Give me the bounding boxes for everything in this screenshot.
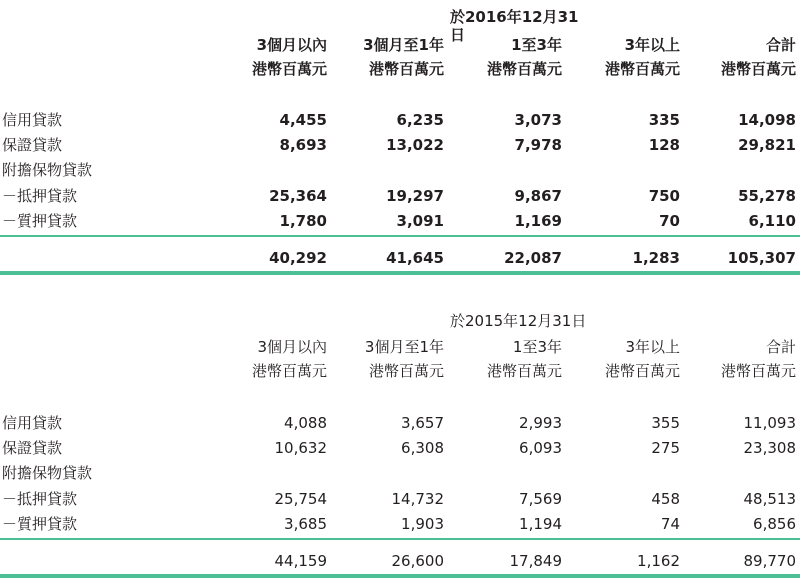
col-header-2: 3個月至1年 港幣百萬元 — [363, 36, 444, 78]
table-row — [0, 108, 800, 132]
cell: 25,754 — [274, 490, 327, 508]
period-heading: 於2015年12月31日 — [450, 312, 587, 330]
cell: 1,194 — [519, 515, 562, 533]
col-header-4: 3年以上 港幣百萬元 — [604, 338, 680, 380]
cell: 6,308 — [401, 439, 444, 457]
cell: 13,022 — [386, 136, 444, 154]
cell: 3,657 — [401, 414, 444, 432]
col-header-1: 3個月以內 港幣百萬元 — [251, 338, 327, 380]
col-header-5: 合計 港幣百萬元 — [720, 36, 796, 78]
row-label: 保證貸款 — [2, 136, 63, 154]
period-heading: 於2016年12月31日 — [450, 8, 579, 44]
cell: 7,569 — [519, 490, 562, 508]
total-cell: 1,162 — [637, 552, 680, 570]
table-row — [0, 461, 800, 485]
total-cell: 17,849 — [509, 552, 562, 570]
row-label: 附擔保物貸款 — [2, 161, 93, 179]
cell: 458 — [651, 490, 680, 508]
cell: 48,513 — [743, 490, 796, 508]
row-label: 保證貸款 — [2, 439, 63, 457]
cell: 3,685 — [284, 515, 327, 533]
cell: 2,993 — [519, 414, 562, 432]
row-label: 信用貸款 — [2, 111, 63, 129]
table-row — [0, 487, 800, 511]
cell: 70 — [659, 212, 680, 230]
cell: 74 — [660, 515, 680, 533]
cell: 23,308 — [743, 439, 796, 457]
table-row — [0, 436, 800, 460]
total-cell: 40,292 — [269, 249, 327, 267]
cell: 4,455 — [279, 111, 327, 129]
table-row — [0, 512, 800, 536]
row-label: 信用貸款 — [2, 414, 63, 432]
table-row — [0, 158, 800, 182]
cell: 9,867 — [514, 187, 562, 205]
cell: 6,093 — [519, 439, 562, 457]
total-cell: 26,600 — [391, 552, 444, 570]
cell: 1,903 — [401, 515, 444, 533]
row-label: －質押貸款 — [2, 515, 78, 533]
table-row — [0, 411, 800, 435]
divider-rule — [0, 235, 800, 237]
total-cell: 89,770 — [743, 552, 796, 570]
cell: 335 — [648, 111, 680, 129]
cell: 14,098 — [738, 111, 796, 129]
cell: 3,091 — [396, 212, 444, 230]
cell: 10,632 — [274, 439, 327, 457]
cell: 7,978 — [514, 136, 562, 154]
total-cell: 1,283 — [632, 249, 680, 267]
total-cell: 44,159 — [274, 552, 327, 570]
cell: 3,073 — [514, 111, 562, 129]
cell: 275 — [651, 439, 680, 457]
row-label: －抵押貸款 — [2, 490, 78, 508]
table-row — [0, 209, 800, 233]
divider-rule — [0, 538, 800, 540]
total-cell: 105,307 — [727, 249, 796, 267]
cell: 6,856 — [753, 515, 796, 533]
col-header-4: 3年以上 港幣百萬元 — [604, 36, 680, 78]
cell: 25,364 — [269, 187, 327, 205]
cell: 6,110 — [748, 212, 796, 230]
row-label: －質押貸款 — [2, 212, 78, 230]
total-row — [0, 549, 800, 573]
col-header-1: 3個月以內 港幣百萬元 — [251, 36, 327, 78]
col-header-3: 1至3年 港幣百萬元 — [486, 36, 562, 78]
col-header-5: 合計 港幣百萬元 — [720, 338, 796, 380]
cell: 128 — [648, 136, 680, 154]
col-header-3: 1至3年 港幣百萬元 — [486, 338, 562, 380]
total-cell: 41,645 — [386, 249, 444, 267]
cell: 355 — [651, 414, 680, 432]
total-row — [0, 246, 800, 270]
row-label: －抵押貸款 — [2, 187, 78, 205]
cell: 1,169 — [514, 212, 562, 230]
total-rule — [0, 574, 800, 578]
table-row — [0, 133, 800, 157]
row-label: 附擔保物貸款 — [2, 464, 93, 482]
cell: 750 — [648, 187, 680, 205]
cell: 14,732 — [391, 490, 444, 508]
cell: 19,297 — [386, 187, 444, 205]
cell: 55,278 — [738, 187, 796, 205]
cell: 4,088 — [284, 414, 327, 432]
table-row — [0, 184, 800, 208]
total-rule — [0, 271, 800, 275]
cell: 8,693 — [279, 136, 327, 154]
cell: 1,780 — [279, 212, 327, 230]
cell: 29,821 — [738, 136, 796, 154]
cell: 6,235 — [396, 111, 444, 129]
cell: 11,093 — [743, 414, 796, 432]
total-cell: 22,087 — [504, 249, 562, 267]
col-header-2: 3個月至1年 港幣百萬元 — [364, 338, 444, 380]
